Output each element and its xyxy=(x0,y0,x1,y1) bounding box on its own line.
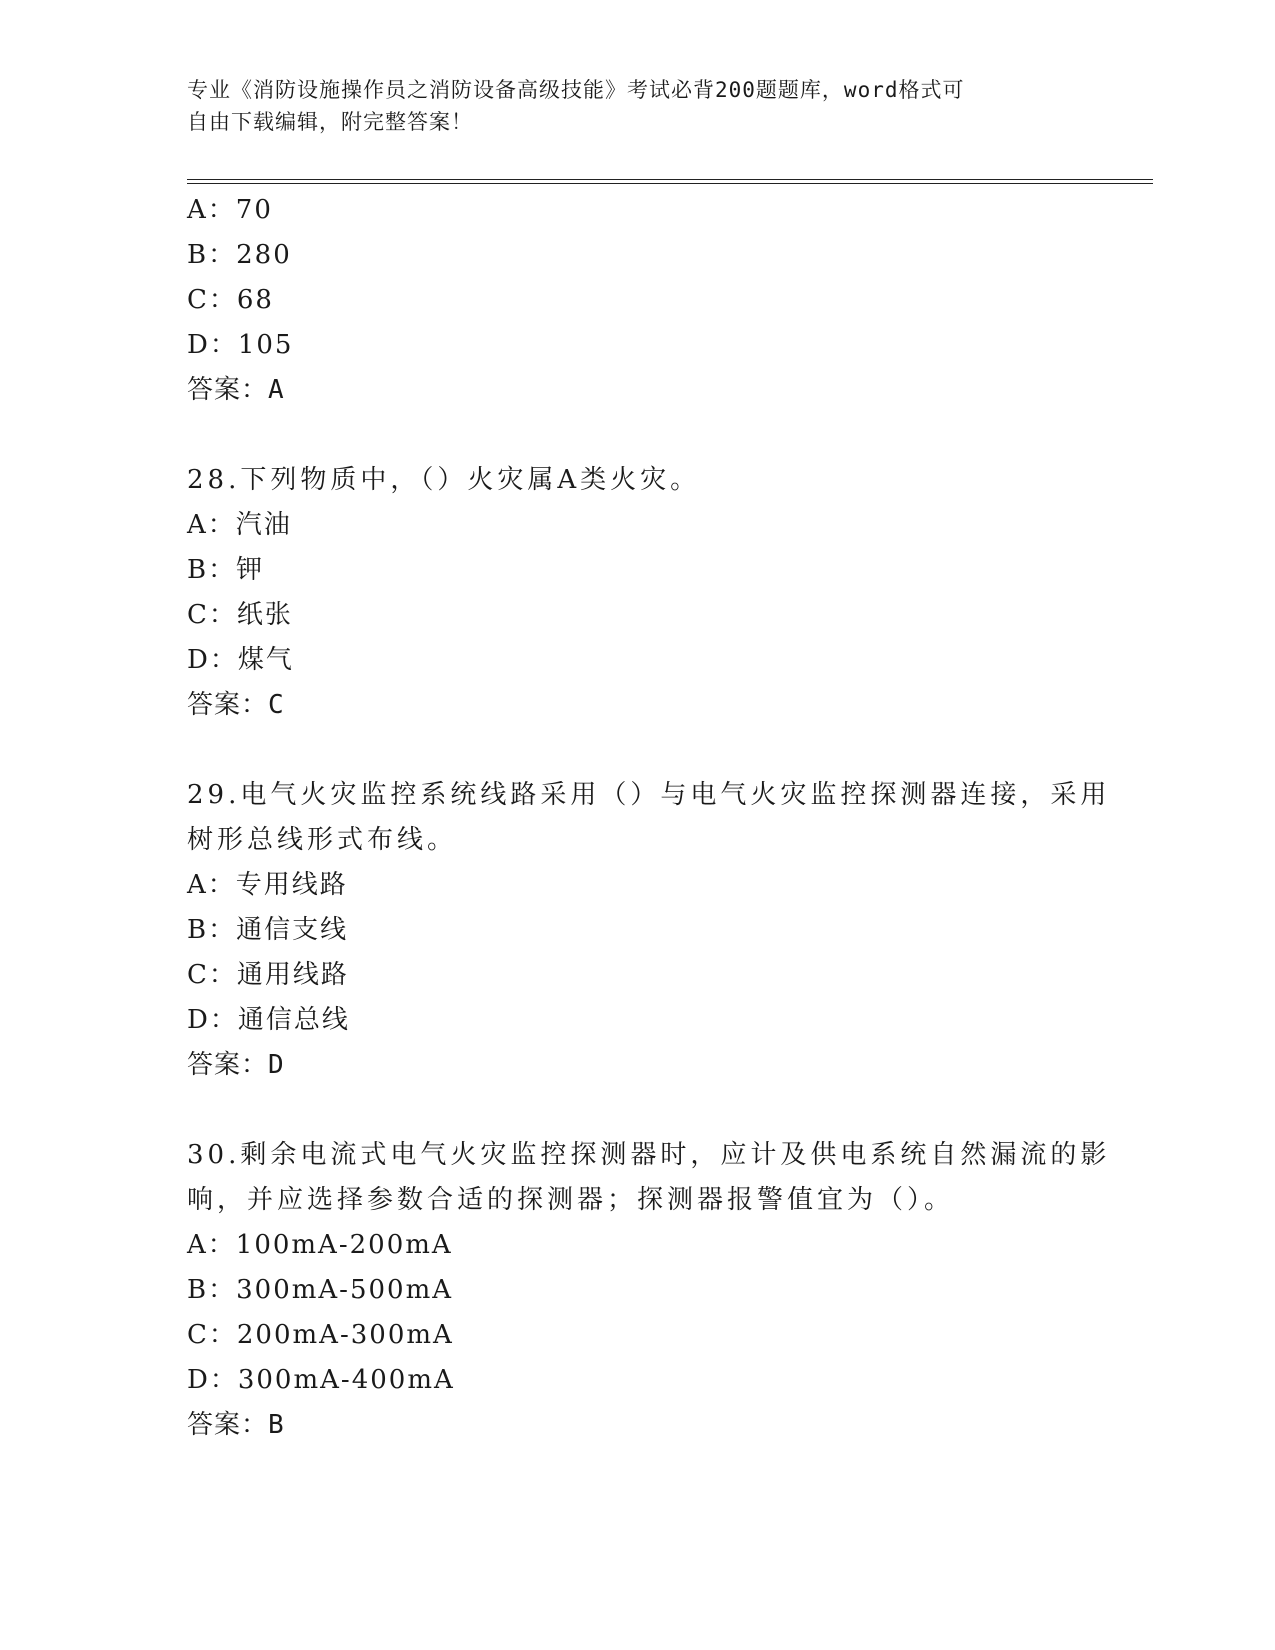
q28-option-d: D：煤气 xyxy=(187,645,294,675)
q29-option-d: D：通信总线 xyxy=(187,1005,350,1035)
header-rule-bottom xyxy=(187,183,1153,184)
header-line-2: 自由下载编辑，附完整答案！ xyxy=(187,110,473,134)
q29-option-b: B：通信支线 xyxy=(187,915,349,945)
q30-text-line-2: 响，并应选择参数合适的探测器；探测器报警值宜为（）。 xyxy=(187,1185,955,1215)
q28-option-b: B：钾 xyxy=(187,555,265,585)
prev-option-c: C：68 xyxy=(187,285,274,315)
q30-option-c: C：200mA-300mA xyxy=(187,1320,454,1350)
q29-answer: 答案：D xyxy=(187,1050,285,1080)
prev-option-b: B：280 xyxy=(187,240,292,270)
q30-option-a: A：100mA-200mA xyxy=(187,1230,453,1260)
q28-answer: 答案：C xyxy=(187,690,285,720)
prev-option-d: D：105 xyxy=(187,330,294,360)
q30-option-d: D：300mA-400mA xyxy=(187,1365,455,1395)
prev-option-a: A：70 xyxy=(187,195,273,225)
q29-text-line-1: 29.电气火灾监控系统线路采用（）与电气火灾监控探测器连接，采用 xyxy=(187,780,1111,810)
q30-option-b: B：300mA-500mA xyxy=(187,1275,454,1305)
q30-text-line-1: 30.剩余电流式电气火灾监控探测器时，应计及供电系统自然漏流的影 xyxy=(187,1140,1111,1170)
q28-text: 28.下列物质中，（）火灾属A类火灾。 xyxy=(187,465,701,495)
header-line-1: 专业《消防设施操作员之消防设备高级技能》考试必背200题题库，word格式可 xyxy=(187,78,965,102)
q28-option-a: A：汽油 xyxy=(187,510,292,540)
prev-answer: 答案：A xyxy=(187,375,285,405)
q29-option-c: C：通用线路 xyxy=(187,960,349,990)
document-header xyxy=(187,74,1067,138)
q28-option-c: C：纸张 xyxy=(187,600,293,630)
q29-text-line-2: 树形总线形式布线。 xyxy=(187,825,458,855)
header-rule-top xyxy=(187,179,1153,180)
q29-option-a: A：专用线路 xyxy=(187,870,348,900)
q30-answer: 答案：B xyxy=(187,1410,285,1440)
